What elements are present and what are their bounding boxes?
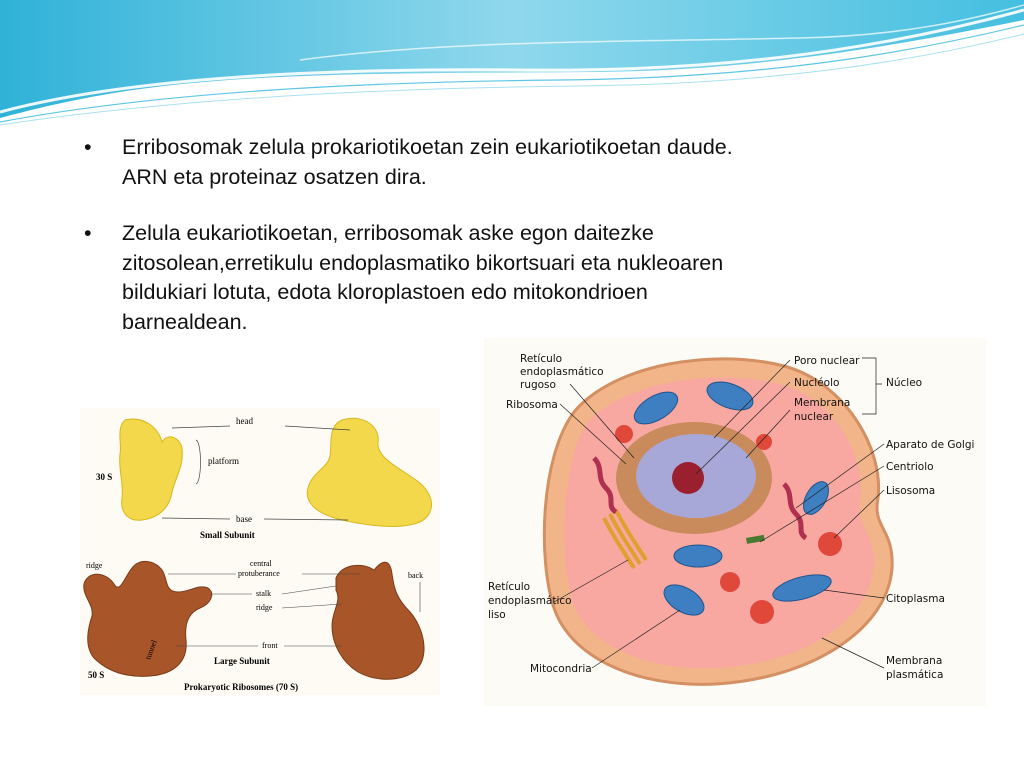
label-lisosoma: Lisosoma <box>886 485 936 497</box>
svg-text:Membrana <box>794 397 850 409</box>
svg-text:nuclear <box>794 411 834 423</box>
label-membrana-plasmatica-2: plasmática <box>886 669 944 681</box>
label-nucleolo: Nucléolo <box>794 377 840 389</box>
bullet-text: Zelula eukariotikoetan, erribosomak aske egon daitezke zitosolean,erretikulu endoplasmatiko bikortsuari eta nukleoaren bildukiari lotuta, edota kloroplastoen edo mitokondrioen barnealdean. <box>122 221 724 334</box>
bullet-text: Erribosomak zelula prokariotikoetan zein eukariotikoetan daude. ARN eta proteinaz osatzen dira. <box>122 135 733 189</box>
lysosome <box>720 572 740 592</box>
nucleolus <box>672 462 704 494</box>
label-membrana-plasmatica-1: Membrana <box>886 655 943 667</box>
label-ridge-left: ridge <box>86 561 103 570</box>
label-centriolo: Centriolo <box>886 461 934 473</box>
label-protuberance: protuberance <box>238 569 280 578</box>
label-stalk: stalk <box>256 589 272 598</box>
svg-text:plasmática <box>886 669 943 681</box>
label-reticulo-rugoso-1: Retículo <box>520 353 563 365</box>
animal-cell-figure <box>484 338 986 706</box>
label-30s: 30 S <box>96 472 113 482</box>
label-mitocondria: Mitocondria <box>530 663 592 675</box>
header-wave-decoration <box>0 0 1024 130</box>
label-small-subunit: Small Subunit <box>200 530 255 540</box>
label-citoplasma: Citoplasma <box>886 593 945 605</box>
small-subunit-shape-left <box>120 419 183 520</box>
label-platform: platform <box>208 456 239 466</box>
lysosome <box>750 600 774 624</box>
svg-text:rugoso <box>520 379 556 391</box>
label-50s: 50 S <box>88 670 105 680</box>
label-front: front <box>262 641 278 650</box>
label-membrana-nuclear-1: Membrana <box>794 397 851 409</box>
bullet-marker: • <box>84 221 92 245</box>
label-reticulo-liso-2: endoplasmático <box>488 595 572 607</box>
label-back: back <box>408 571 424 580</box>
svg-text:Membrana <box>886 655 942 667</box>
lysosome <box>756 434 772 450</box>
svg-text:Retículo <box>488 581 530 593</box>
label-reticulo-liso-3: liso <box>488 609 506 621</box>
svg-text:liso <box>488 609 506 621</box>
label-ridge: ridge <box>256 603 273 612</box>
label-ribosoma: Ribosoma <box>506 399 558 411</box>
small-subunit-shape-right <box>307 418 431 526</box>
label-central: central <box>250 559 272 568</box>
label-head: head <box>236 416 253 426</box>
label-reticulo-rugoso-2: endoplasmático <box>520 366 604 378</box>
svg-text:Retículo <box>520 353 562 365</box>
svg-text:endoplasmático <box>520 366 604 378</box>
lysosome <box>818 532 842 556</box>
label-nucleo: Núcleo <box>886 377 923 389</box>
label-reticulo-rugoso-3: rugoso <box>520 379 556 391</box>
label-membrana-nuclear-2: nuclear <box>794 411 834 423</box>
label-tunnel: tunnel <box>143 638 159 661</box>
bullet-item <box>84 133 774 192</box>
label-aparato-golgi: Aparato de Golgi <box>886 439 975 451</box>
svg-text:endoplasmático <box>488 595 572 607</box>
bullet-marker: • <box>84 135 92 159</box>
figure-caption: Prokaryotic Ribosomes (70 S) <box>184 682 299 692</box>
bullet-list <box>84 133 774 364</box>
ribosome-figure <box>80 408 440 695</box>
bullet-item <box>84 219 774 337</box>
label-large-subunit: Large Subunit <box>214 656 270 666</box>
lysosome <box>615 425 633 443</box>
label-reticulo-liso-1: Retículo <box>488 581 531 593</box>
mitochondrion <box>674 545 722 567</box>
label-base: base <box>236 514 252 524</box>
label-poro-nuclear: Poro nuclear <box>794 355 860 367</box>
